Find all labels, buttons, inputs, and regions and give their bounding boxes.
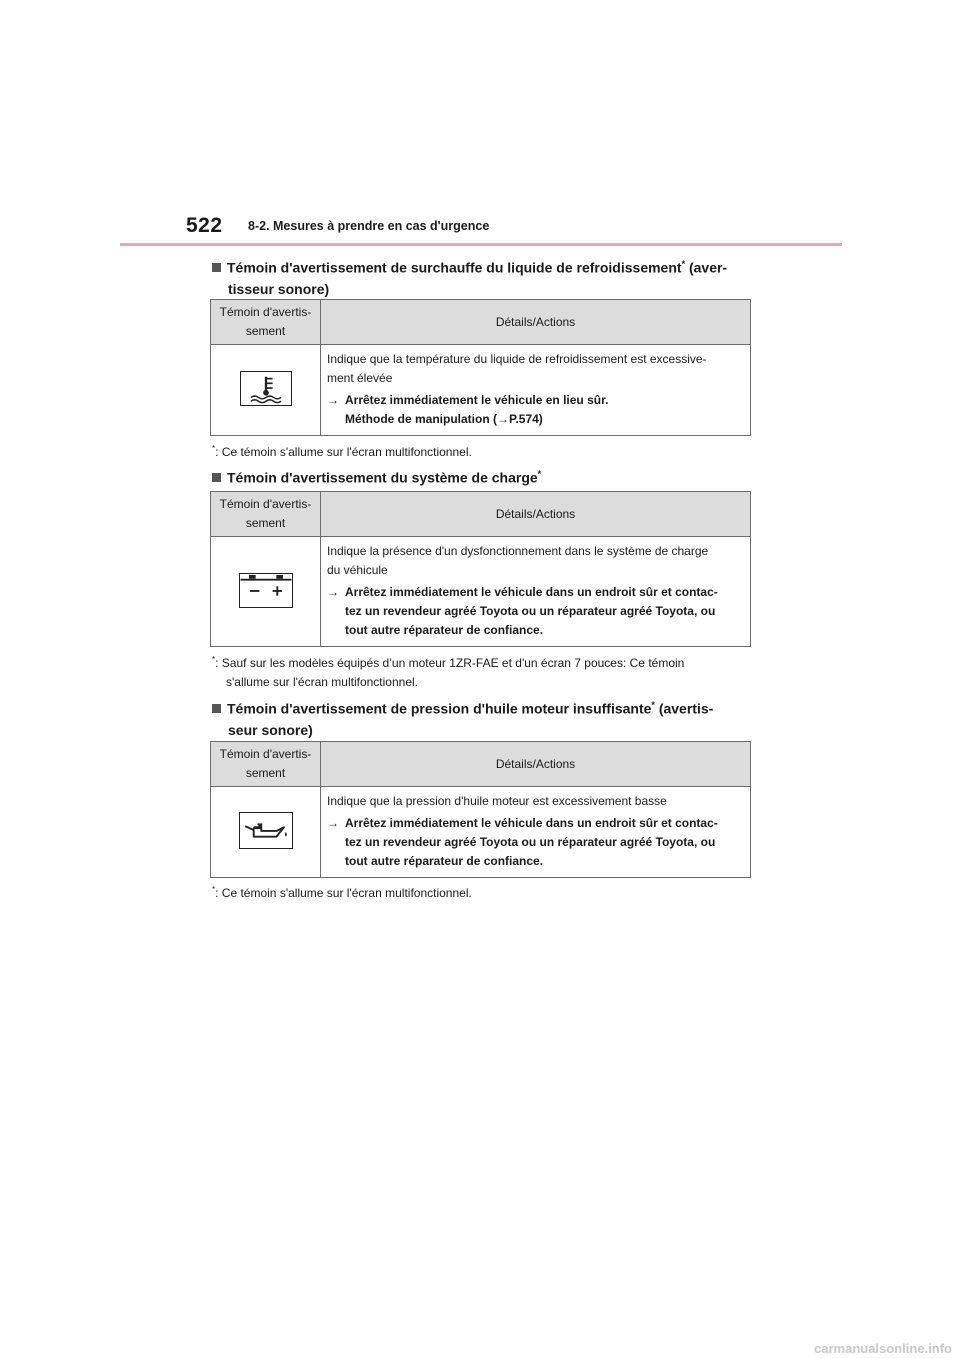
detail-text: Indique la présence d'un dysfonctionnement dans le système de charge du véhicule	[327, 544, 709, 577]
warning-table-oil	[210, 741, 751, 878]
footnote-charging: *: Sauf sur les modèles équipés d’un moteur 1ZR-FAE et d'un écran 7 pouces: Ce témoin s'allume sur l'écran multifonctionnel.	[212, 655, 685, 689]
section-title-tail: (avertis-	[654, 700, 714, 717]
section-title-coolant	[212, 254, 752, 300]
column-header-details: Détails/Actions	[321, 300, 751, 345]
warning-table-coolant	[210, 299, 751, 436]
coolant-temperature-icon	[240, 371, 292, 406]
detail-text: Indique que la température du liquide de refroidissement est excessive- ment élevée	[327, 352, 707, 385]
watermark: carmanualsonline.info	[814, 1341, 952, 1356]
header-rule	[120, 243, 842, 246]
action-text: → Arrêtez immédiatement le véhicule dans un endroit sûr et contac- tez un revendeur agréé Toyota ou un réparateur agréé Toyota, ou tout autre réparateur de confiance.	[327, 814, 744, 871]
section-title-text: Témoin d'avertissement du système de charge	[227, 469, 538, 486]
action-text: → Arrêtez immédiatement le véhicule en lieu sûr. Méthode de manipulation (→P.574)	[327, 391, 744, 429]
warning-table-charging	[210, 491, 751, 647]
arrow-icon: →	[327, 585, 339, 599]
section-title-text: Témoin d'avertissement de surchauffe du liquide de refroidissement	[227, 259, 682, 276]
section-title-line2: tisseur sonore)	[228, 280, 330, 297]
detail-text: Indique que la pression d'huile moteur est excessivement basse	[327, 794, 667, 808]
page-number: 522	[186, 214, 223, 237]
battery-icon	[239, 573, 293, 608]
column-header-icon: Témoin d'avertis- sement	[211, 742, 321, 787]
action-text: → Arrêtez immédiatement le véhicule dans un endroit sûr et contac- tez un revendeur agréé Toyota ou un réparateur agréé Toyota, ou tout autre réparateur de confiance.	[327, 583, 744, 640]
asterisk-mark: *	[681, 259, 686, 269]
chapter-title: 8-2. Mesures à prendre en cas d'urgence	[248, 219, 490, 233]
arrow-icon: →	[327, 393, 339, 407]
oil-pressure-icon	[239, 812, 293, 849]
square-bullet-icon	[212, 704, 221, 713]
asterisk-mark: *	[651, 700, 655, 710]
square-bullet-icon	[212, 263, 221, 272]
section-title-charging	[212, 464, 752, 489]
footnote-oil: *: Ce témoin s'allume sur l'écran multifonctionnel.	[212, 885, 472, 900]
column-header-icon: Témoin d'avertis- sement	[211, 300, 321, 345]
column-header-icon: Témoin d'avertis- sement	[211, 492, 321, 537]
footnote-coolant: *: Ce témoin s'allume sur l'écran multifonctionnel.	[212, 444, 472, 459]
column-header-details: Détails/Actions	[321, 742, 751, 787]
page-reference: Méthode de manipulation (→P.574)	[345, 412, 543, 426]
section-title-tail: (aver-	[685, 259, 728, 276]
section-title-text: Témoin d'avertissement de pression d'huile moteur insuffisante	[227, 700, 652, 717]
asterisk-mark: *	[537, 469, 542, 479]
column-header-details: Détails/Actions	[321, 492, 751, 537]
square-bullet-icon	[212, 473, 221, 482]
arrow-icon: →	[327, 816, 339, 830]
section-title-line2: seur sonore)	[228, 721, 313, 738]
section-title-oil	[212, 695, 752, 741]
